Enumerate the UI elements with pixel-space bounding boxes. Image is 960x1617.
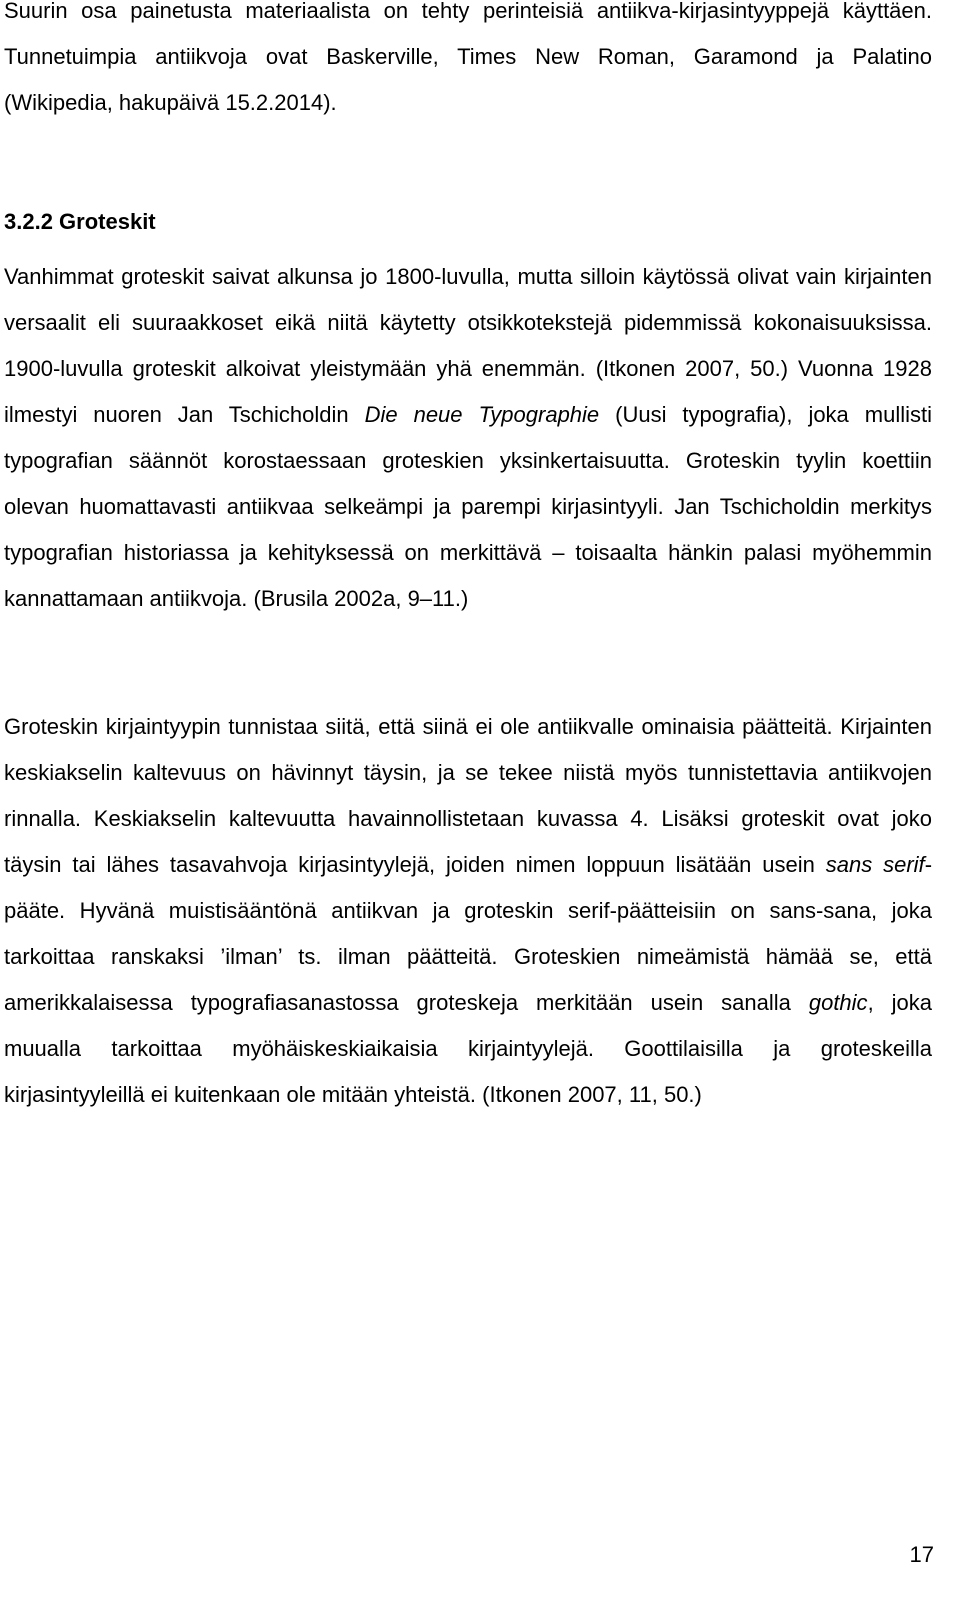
body-paragraph-1 [4, 254, 932, 622]
section-heading: 3.2.2 Groteskit [4, 209, 156, 234]
paragraph-2-part-2: -pääte. Hyvänä muistisääntönä antiikvan ja groteskin serif-päätteisiin on sans-sana, joka tarkoittaa ranskaksi ’ilman’ ts. ilman päätteitä. Groteskien nimeämistä hämää se, että amerikkalaisessa typografiasanastossa groteskeja merkitään usein sanalla [4, 852, 933, 1015]
intro-text: Suurin osa painetusta materiaalista on tehty perinteisiä antiikva-kirjasintyyppejä käyttäen. Tunnetuimpia antiikvoja ovat Baskerville, Times New Roman, Garamond ja Palatino (Wikipedia, hakupäivä 15.2.2014). [4, 0, 932, 115]
paragraph-2-part-1: Groteskin kirjaintyypin tunnistaa siitä, että siinä ei ole antiikvalle ominaisia päätteitä. Kirjainten keskiakselin kaltevuus on hävinnyt täysin, ja se tekee niistä myös tunnistettavia antiikvojen rinnalla. Keskiakselin kaltevuutta havainnollistetaan kuvassa 4. Lisäksi groteskit ovat joko täysin tai lähes tasavahvoja kirjasintyylejä, joiden nimen loppuun lisätään usein [4, 714, 932, 877]
paragraph-1-part-1: Vanhimmat groteskit saivat alkunsa jo 1800-luvulla, mutta silloin käytössä olivat vain kirjainten versaalit eli suuraakkoset eikä niitä käytetty otsikkotekstejä pidemmissä kokonaisuuksissa. 1900-luvulla groteskit alkoivat yleistymään yhä enemmän. (Itkonen 2007, 50.) Vuonna 1928 ilmestyi nuoren Jan Tschicholdin [4, 264, 932, 427]
term-sans-serif: sans serif [825, 852, 925, 877]
intro-paragraph [4, 0, 932, 126]
body-paragraph-2 [4, 704, 932, 1118]
term-gothic: gothic [808, 990, 868, 1015]
paragraph-1-text [4, 254, 932, 622]
paragraph-2-part-3: , joka muualla tarkoittaa myöhäiskeskiaikaisia kirjaintyylejä. Goottilaisilla ja groteskeilla kirjasintyyleillä ei kuitenkaan ole mitään yhteistä. (Itkonen 2007, 11, 50.) [4, 990, 932, 1107]
book-title-die-neue-typographie: Die neue Typographie [364, 402, 600, 427]
paragraph-2-text [4, 704, 932, 1118]
page-number: 17 [909, 1542, 934, 1567]
paragraph-1-part-2: (Uusi typografia), joka mullisti typografian säännöt korostaessaan groteskien yksinkertaisuutta. Groteskin tyylin koettiin olevan huomattavasti antiikvaa selkeämpi ja parempi kirjasintyyli. Jan Tschicholdin merkitys typografian historiassa ja kehityksessä on merkittävä – toisaalta hänkin palasi myöhemmin kannattamaan antiikvoja. (Brusila 2002a, 9–11.) [4, 402, 932, 611]
